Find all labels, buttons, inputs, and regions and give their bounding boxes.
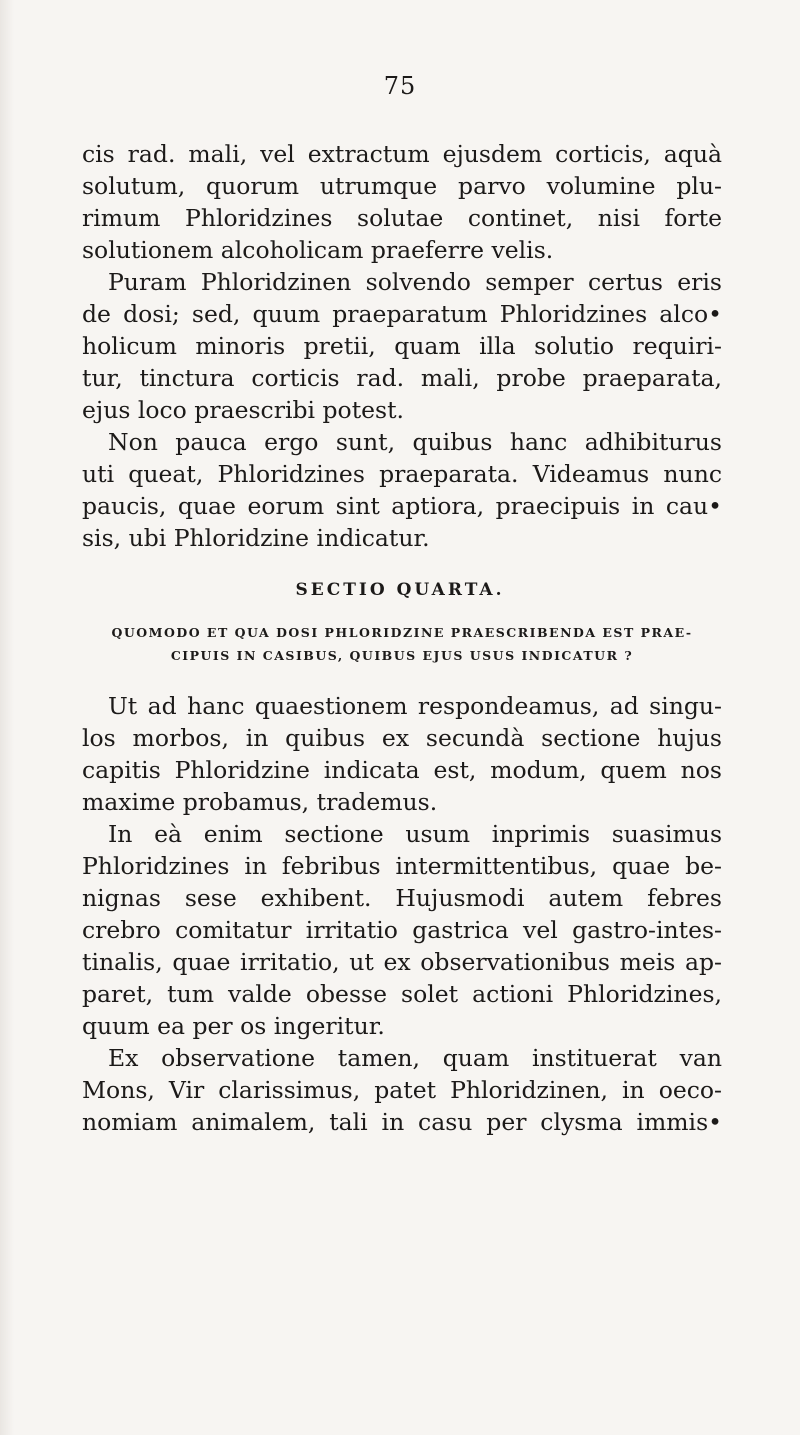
page-gutter [0,0,14,1435]
text-line: Phloridzines in febribus intermittentibus, quae be- [82,852,722,880]
text-line: Ut ad hanc quaestionem respondeamus, ad singu- [108,692,722,720]
text-line: Ex observatione tamen, quam instituerat van [108,1044,722,1072]
text-line: Non pauca ergo sunt, quibus hanc adhibiturus [108,428,722,456]
text-line: uti queat, Phloridzines praeparata. Videamus nunc [82,460,722,488]
text-line: Puram Phloridzinen solvendo semper certus eris [108,268,722,296]
text-line: In eà enim sectione usum inprimis suasimus [108,820,722,848]
text-line: de dosi; sed, quum praeparatum Phloridzines alco• [82,300,722,328]
text-line: tur, tinctura corticis rad. mali, probe praeparata, [82,364,722,392]
text-line: nignas sese exhibent. Hujusmodi autem febres [82,884,722,912]
text-line: los morbos, in quibus ex secundà sectione hujus [82,724,722,752]
text-line: quum ea per os ingeritur. [82,1012,385,1040]
text-line: ejus loco praescribi potest. [82,396,405,424]
text-line: paucis, quae eorum sint aptiora, praecipuis in cau• [82,492,722,520]
text-line: capitis Phloridzine indicata est, modum, quem nos [82,756,722,784]
text-line: Mons, Vir clarissimus, patet Phloridzinen, in oeco- [82,1076,722,1104]
section-subtitle: QUOMODO ET QUA DOSI PHLORIDZINE PRAESCRIBENDA EST PRAE- [111,625,693,640]
text-line: rimum Phloridzines solutae continet, nisi forte [82,204,722,232]
text-line: cis rad. mali, vel extractum ejusdem corticis, aquà [82,140,722,168]
page-number: 75 [383,72,417,100]
text-line: crebro comitatur irritatio gastrica vel gastro-intes- [82,916,722,944]
text-line: paret, tum valde obesse solet actioni Phloridzines, [82,980,722,1008]
text-line: solutum, quorum utrumque parvo volumine plu- [82,172,722,200]
section-subtitle: CIPUIS IN CASIBUS, QUIBUS EJUS USUS INDICATUR ? [170,648,634,663]
section-title: SECTIO QUARTA. [295,580,505,600]
text-line: nomiam animalem, tali in casu per clysma immis• [82,1108,722,1136]
text-line: sis, ubi Phloridzine indicatur. [82,524,430,552]
text-line: holicum minoris pretii, quam illa solutio requiri- [82,332,722,360]
text-line: maxime probamus, trademus. [82,788,438,816]
text-line: solutionem alcoholicam praeferre velis. [82,236,554,264]
text-line: tinalis, quae irritatio, ut ex observationibus meis ap- [82,948,722,976]
